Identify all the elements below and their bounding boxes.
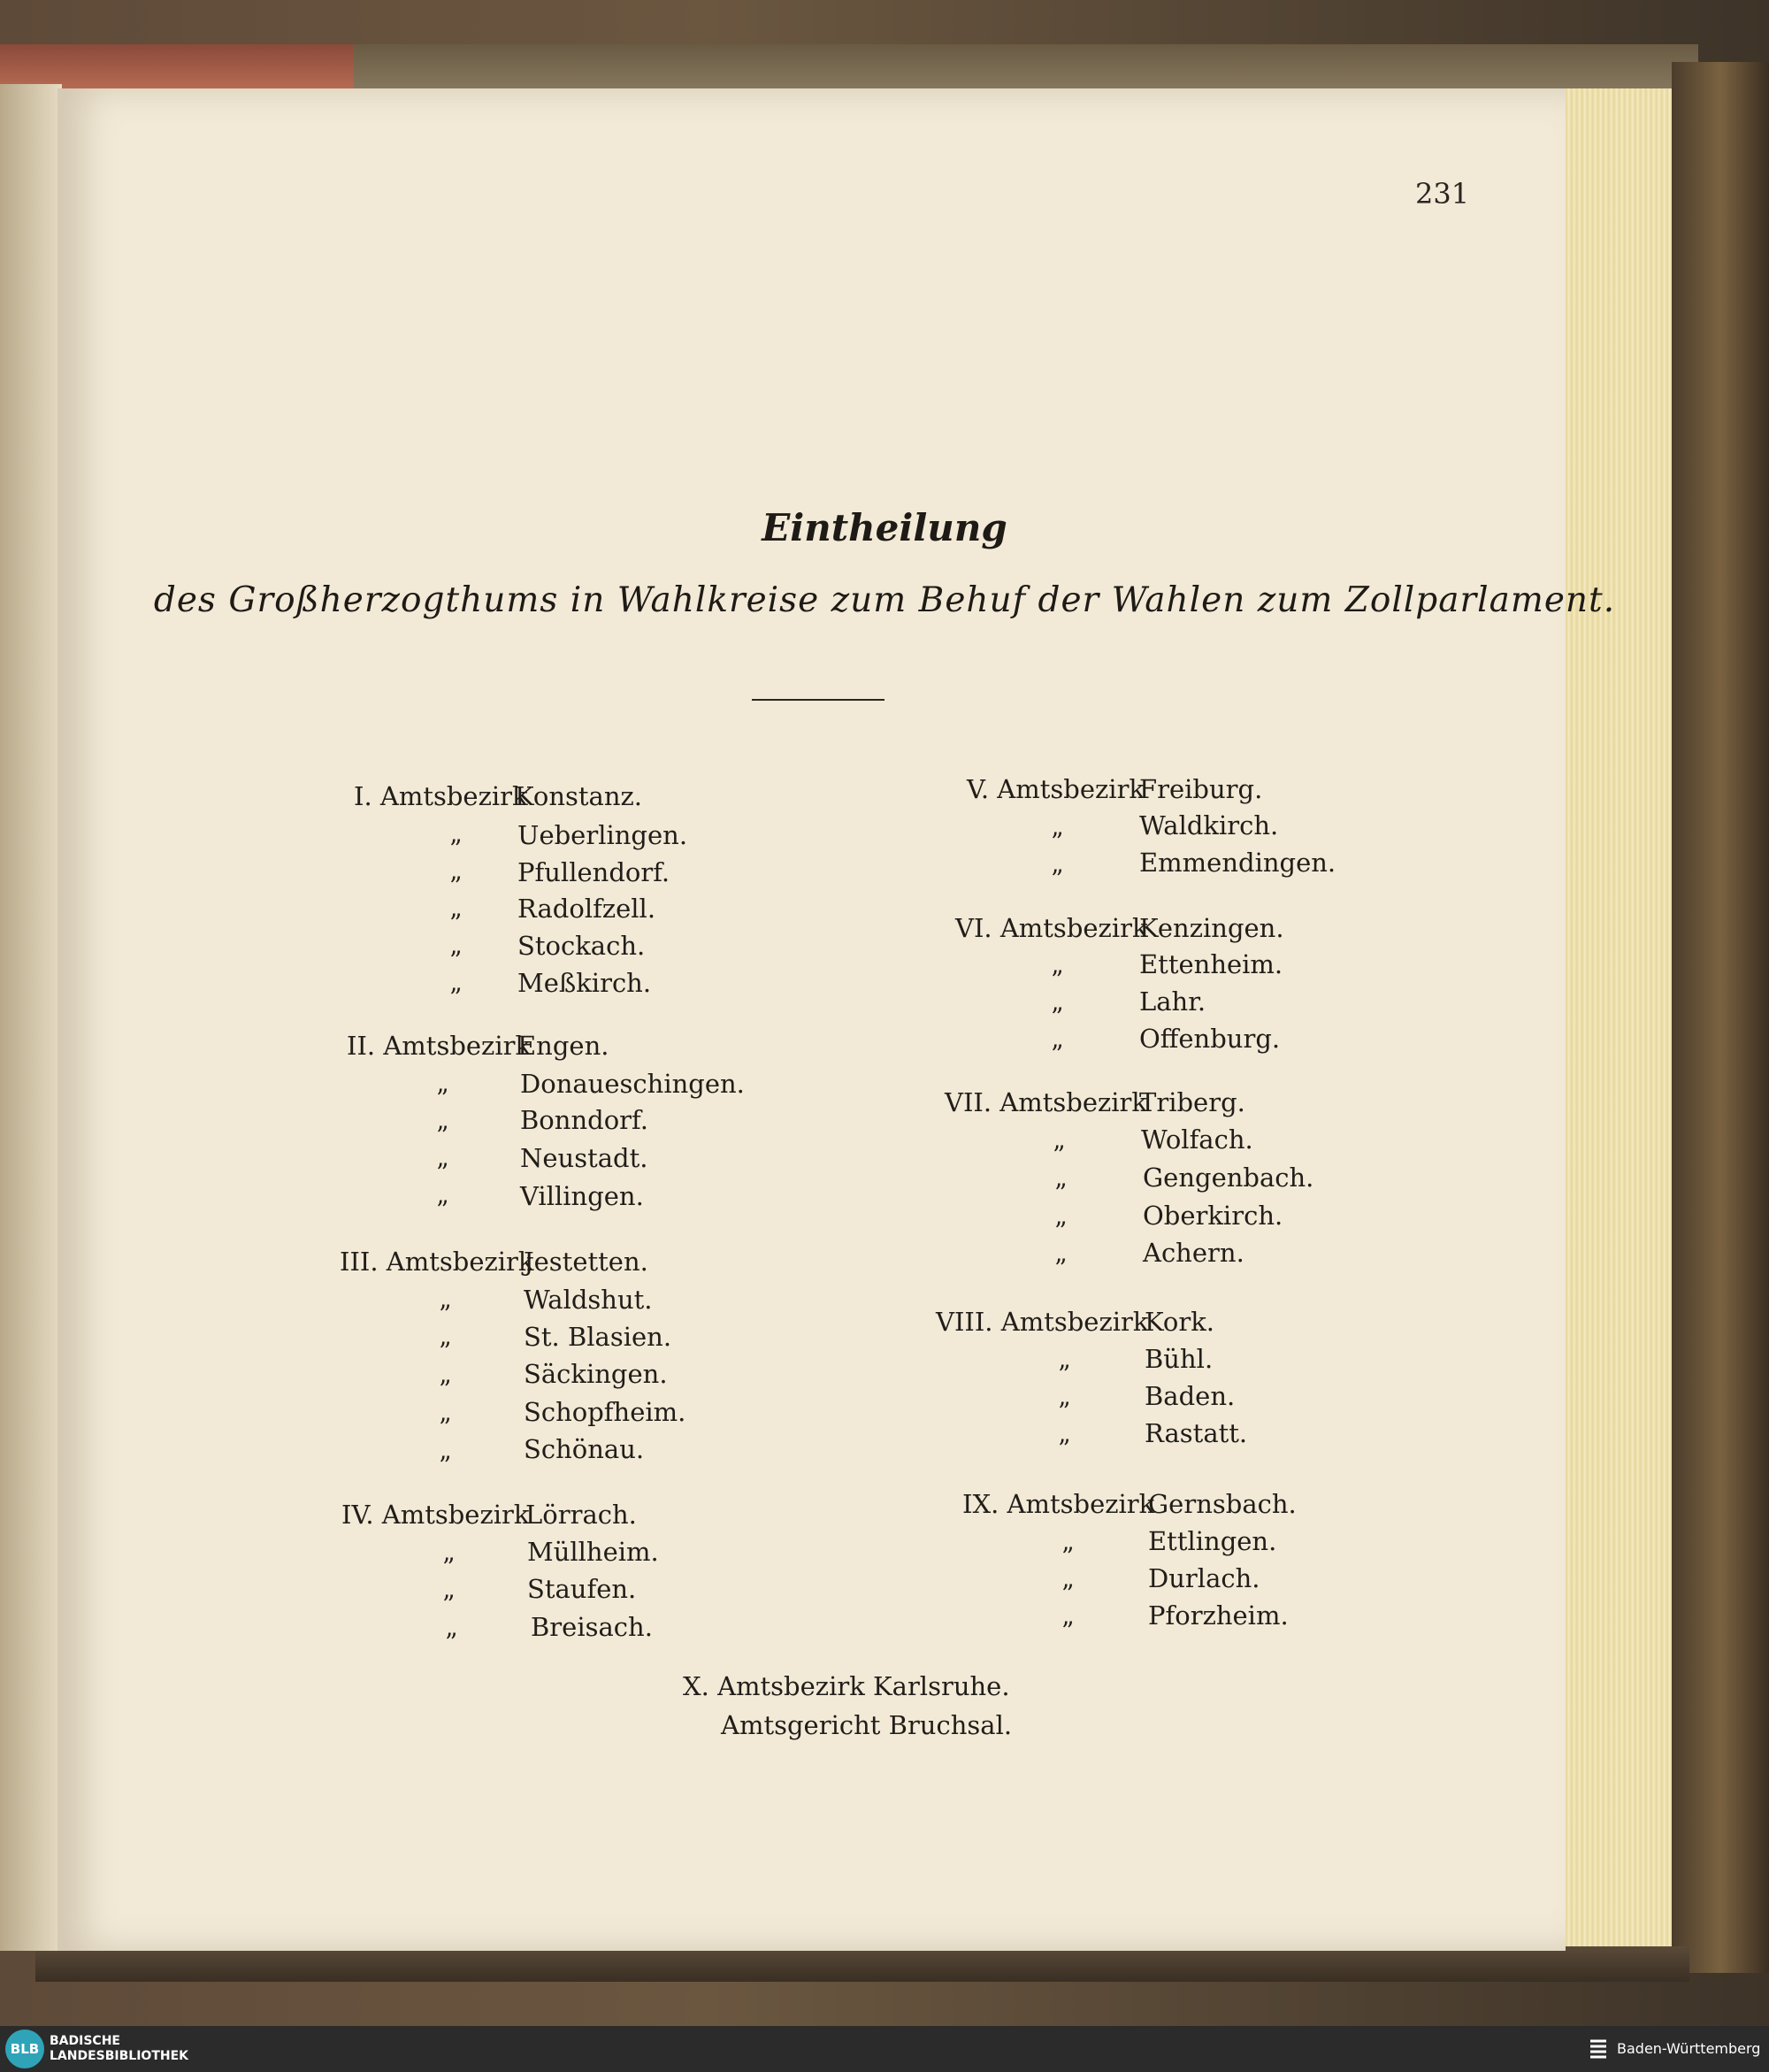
state-name[interactable]: Baden-Württemberg — [1617, 2040, 1761, 2057]
district-x-line: X. Amtsbezirk Karlsruhe. — [683, 1671, 1010, 1701]
district-viii-place: Baden. — [1145, 1381, 1236, 1411]
ditto-mark: ” — [1058, 1360, 1071, 1389]
ditto-mark: ” — [1061, 1616, 1075, 1646]
district-ii-head: II. Amtsbezirk — [347, 1031, 532, 1061]
ditto-mark: ” — [439, 1375, 452, 1404]
district-ii-place: Neustadt. — [520, 1143, 648, 1173]
library-name-line2: LANDESBIBLIOTHEK — [50, 2049, 189, 2063]
ditto-mark: ” — [436, 1084, 449, 1113]
district-vi-place: Offenburg. — [1139, 1024, 1281, 1054]
district-vi-head: VI. Amtsbezirk — [955, 913, 1148, 943]
ditto-mark: ” — [436, 1195, 449, 1224]
district-i-place: Stockach. — [517, 931, 646, 961]
ditto-mark: ” — [445, 1628, 458, 1657]
district-iv-place: Lörrach. — [525, 1500, 637, 1530]
district-viii-head: VIII. Amtsbezirk — [936, 1307, 1149, 1337]
ditto-mark: ” — [449, 946, 463, 975]
ditto-mark: ” — [439, 1451, 452, 1480]
book-right-board — [1672, 62, 1769, 1973]
ditto-mark: ” — [1051, 1002, 1064, 1032]
district-ix-place: Durlach. — [1148, 1563, 1260, 1593]
ditto-mark: ” — [442, 1590, 456, 1619]
ditto-mark: ” — [1051, 827, 1064, 856]
state-coat-of-arms-icon — [1588, 2036, 1609, 2062]
library-name[interactable] — [50, 2034, 188, 2064]
previous-page-edge — [0, 84, 62, 1951]
spine-leather — [0, 44, 354, 88]
district-i-head: I. Amtsbezirk — [354, 781, 528, 811]
district-iv-head: IV. Amtsbezirk — [341, 1500, 530, 1530]
district-i-place: Konstanz. — [515, 781, 643, 811]
district-i-place: Meßkirch. — [517, 968, 652, 998]
ditto-mark: ” — [1053, 1140, 1066, 1170]
ditto-mark: ” — [1051, 864, 1064, 894]
page-stack-edge — [1564, 88, 1672, 1946]
district-vii-place: Oberkirch. — [1143, 1201, 1283, 1231]
district-v-place: Freiburg. — [1139, 774, 1263, 804]
page-title: Eintheilung — [762, 506, 1007, 549]
district-viii-place: Kork. — [1145, 1307, 1214, 1337]
district-vii-place: Achern. — [1143, 1238, 1244, 1268]
ditto-mark: ” — [449, 871, 463, 901]
district-ix-head: IX. Amtsbezirk — [962, 1489, 1155, 1519]
district-ii-place: Donaueschingen. — [520, 1069, 745, 1099]
district-vii-place: Gengenbach. — [1143, 1163, 1314, 1193]
district-iii-place: Schopfheim. — [524, 1397, 686, 1427]
ditto-mark: ” — [439, 1337, 452, 1366]
district-ix-place: Pforzheim. — [1148, 1600, 1289, 1631]
ditto-mark: ” — [442, 1553, 456, 1582]
district-iii-place: Säckingen. — [524, 1359, 668, 1389]
district-ix-place: Ettlingen. — [1148, 1526, 1277, 1556]
ditto-mark: ” — [436, 1158, 449, 1187]
blb-logo[interactable]: BLB — [5, 2030, 44, 2068]
district-v-head: V. Amtsbezirk — [967, 774, 1145, 804]
ditto-mark: ” — [1054, 1178, 1068, 1208]
library-name-line1: BADISCHE — [50, 2034, 120, 2048]
district-ii-place: Villingen. — [520, 1181, 644, 1211]
ditto-mark: ” — [1058, 1434, 1071, 1463]
district-i-place: Radolfzell. — [517, 894, 656, 924]
ditto-mark: ” — [1054, 1216, 1068, 1246]
district-ix-place: Gernsbach. — [1148, 1489, 1297, 1519]
ditto-mark: ” — [439, 1413, 452, 1442]
district-v-place: Waldkirch. — [1139, 810, 1279, 840]
district-iii-place: Jestetten. — [524, 1247, 648, 1277]
district-vi-place: Lahr. — [1139, 986, 1206, 1017]
district-iii-place: St. Blasien. — [524, 1322, 672, 1352]
district-i-place: Ueberlingen. — [517, 820, 688, 850]
title-divider — [752, 699, 884, 701]
district-i-place: Pfullendorf. — [517, 857, 670, 887]
book-bottom-board — [35, 1946, 1689, 1982]
ditto-mark: ” — [439, 1300, 452, 1329]
district-iv-place: Staufen. — [527, 1574, 637, 1604]
ditto-mark: ” — [1051, 965, 1064, 994]
ditto-mark: ” — [449, 983, 463, 1012]
district-v-place: Emmendingen. — [1139, 848, 1336, 878]
district-vii-head: VII. Amtsbezirk — [945, 1087, 1147, 1117]
ditto-mark: ” — [1054, 1254, 1068, 1283]
ditto-mark: ” — [1051, 1040, 1064, 1069]
ditto-mark: ” — [449, 909, 463, 938]
page-number: 231 — [1415, 177, 1470, 211]
district-ii-place: Engen. — [517, 1031, 609, 1061]
ditto-mark: ” — [449, 834, 463, 863]
district-viii-place: Bühl. — [1145, 1344, 1214, 1374]
district-iii-place: Waldshut. — [524, 1285, 653, 1315]
ditto-mark: ” — [1061, 1579, 1075, 1608]
page-subtitle: des Großherzogthums in Wahlkreise zum Behuf der Wahlen zum Zollparlament. — [153, 580, 1616, 620]
district-iii-head: III. Amtsbezirk — [340, 1247, 534, 1277]
district-vi-place: Ettenheim. — [1139, 949, 1283, 979]
viewer-footer — [0, 2026, 1769, 2072]
district-vii-place: Triberg. — [1139, 1087, 1245, 1117]
ditto-mark: ” — [1058, 1397, 1071, 1426]
district-viii-place: Rastatt. — [1145, 1418, 1248, 1448]
district-ii-place: Bonndorf. — [520, 1105, 648, 1135]
district-vii-place: Wolfach. — [1141, 1124, 1253, 1155]
ditto-mark: ” — [436, 1121, 449, 1150]
district-iv-place: Breisach. — [531, 1612, 653, 1642]
district-x-line: Amtsgericht Bruchsal. — [721, 1710, 1013, 1740]
district-vi-place: Kenzingen. — [1139, 913, 1284, 943]
district-iv-place: Müllheim. — [527, 1537, 659, 1567]
district-iii-place: Schönau. — [524, 1434, 645, 1464]
ditto-mark: ” — [1061, 1542, 1075, 1571]
